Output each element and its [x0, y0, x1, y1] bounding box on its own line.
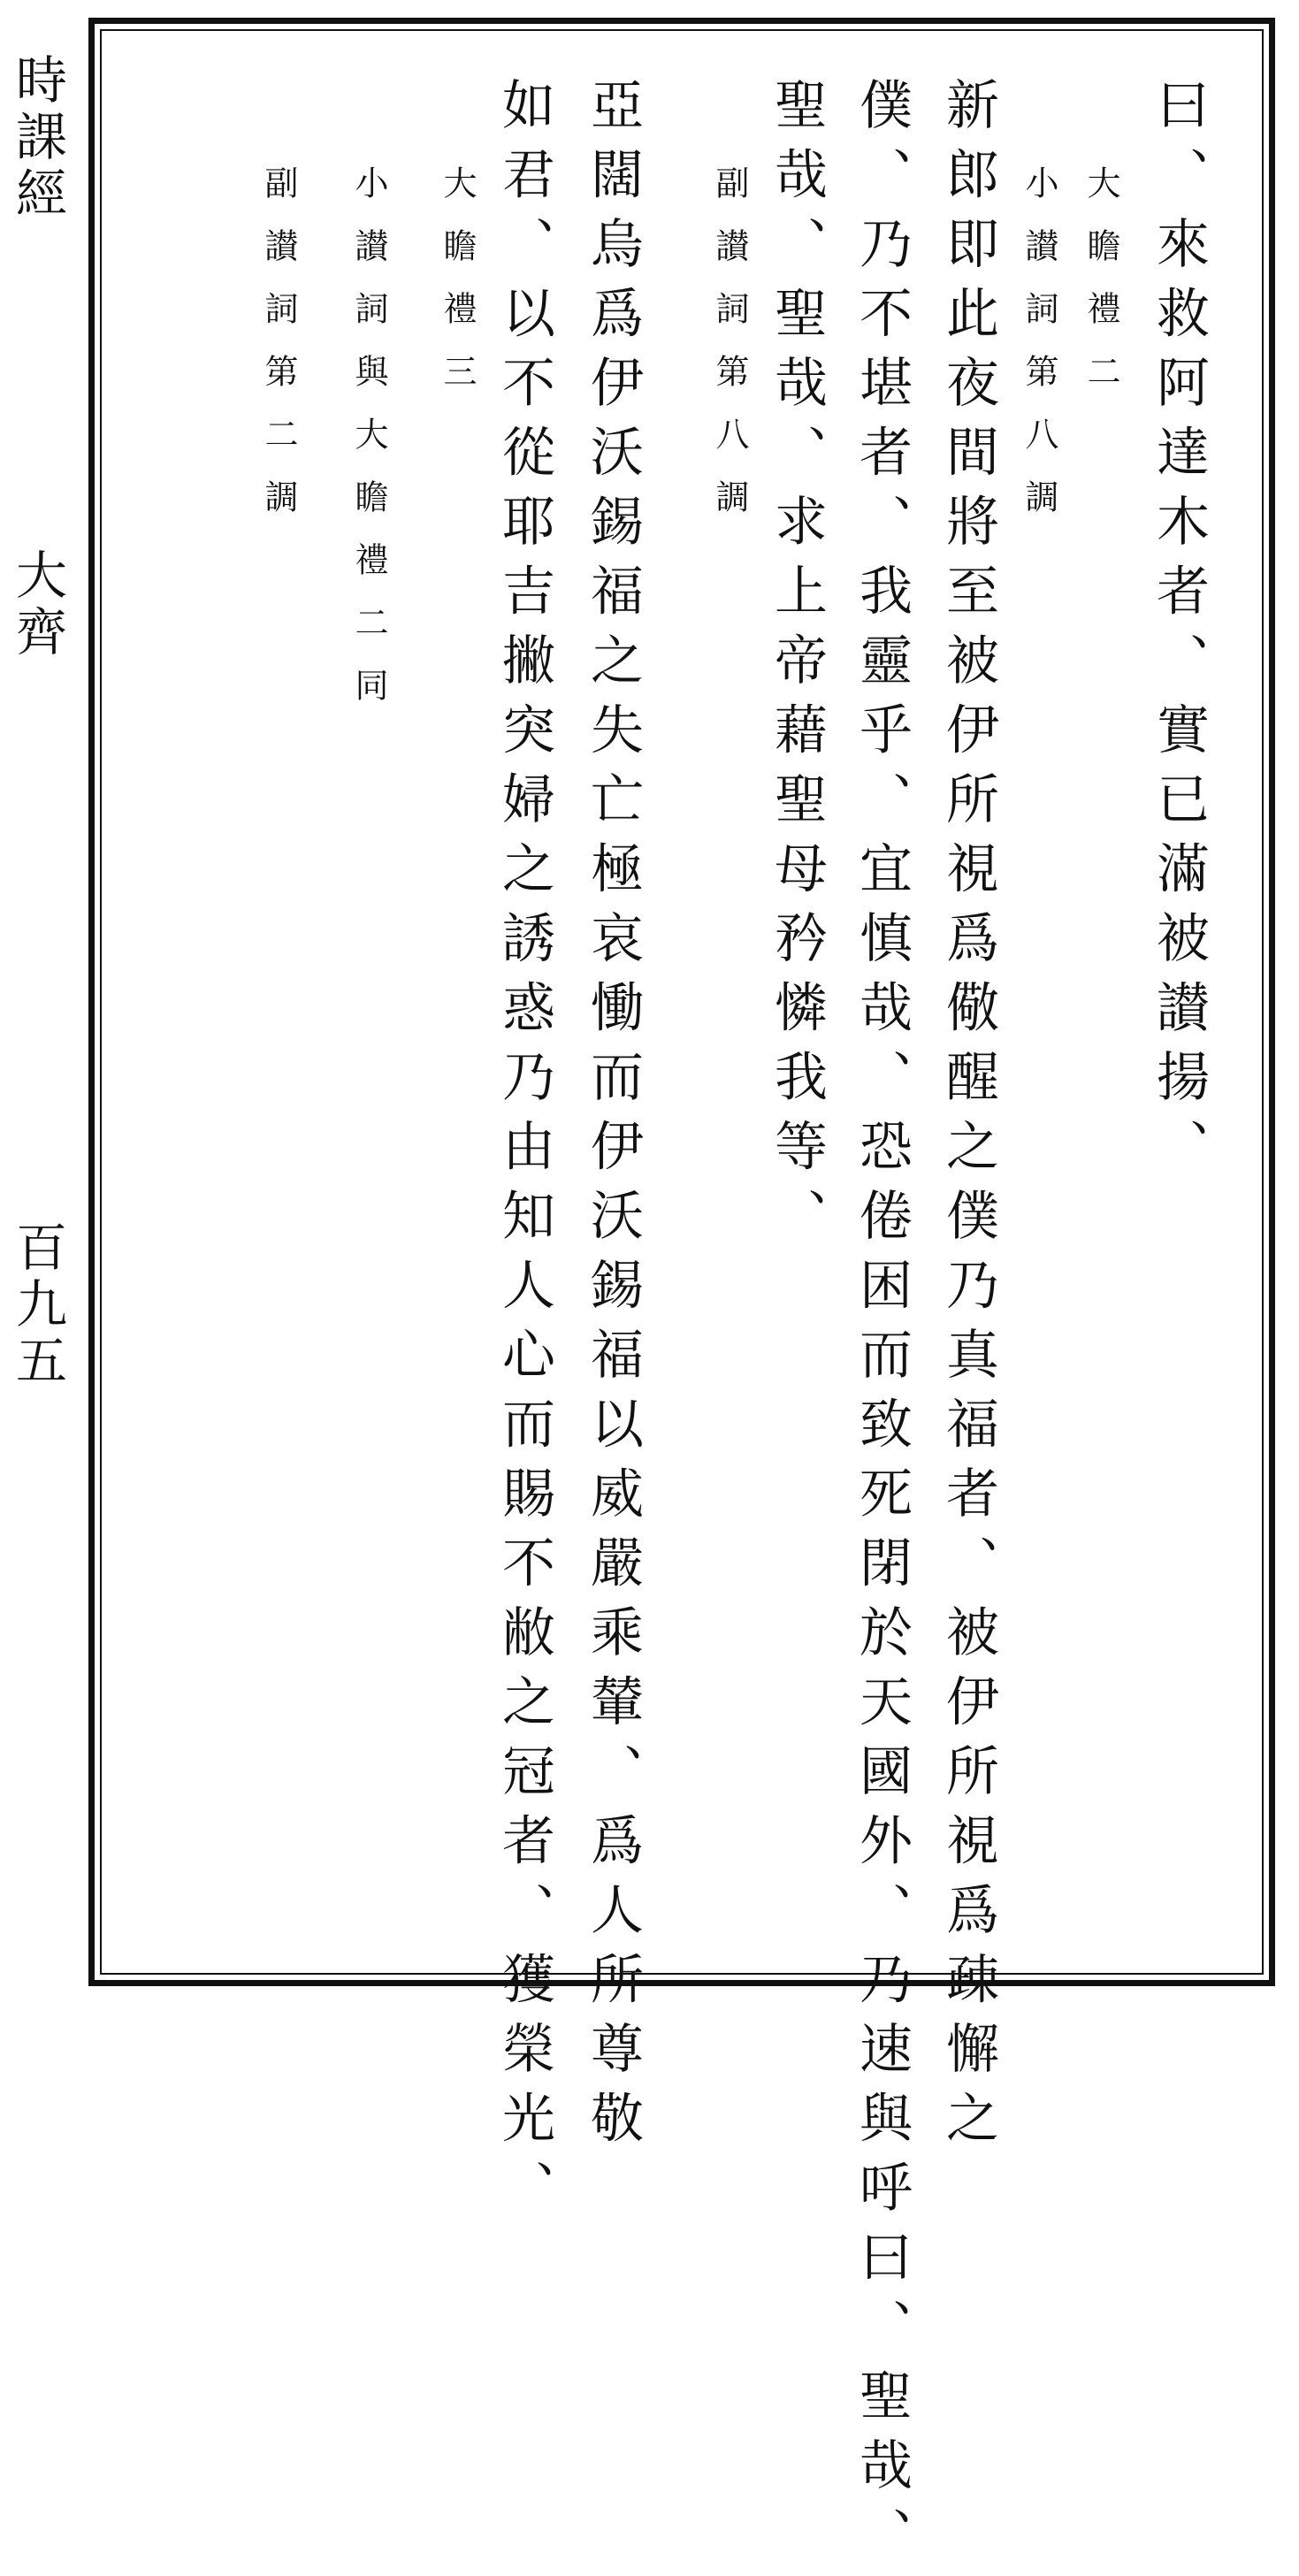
- page-number: 百九五: [7, 1220, 67, 1390]
- text-column-5: 僕、乃不堪者、我靈乎、宜慎哉、恐倦困而致死閉於天國外、乃速與呼曰、聖哉、: [851, 77, 913, 2576]
- text-column-8: 亞闊烏爲伊沃錫福之失亡極哀慟而伊沃錫福以威嚴乘輦、爲人所尊敬: [582, 77, 644, 2159]
- running-title: 時課經: [7, 53, 67, 223]
- text-column-9: 如君、以不從耶吉撇突婦之誘惑乃由知人心而賜不敝之冠者、獲榮光、: [493, 77, 555, 2229]
- page-margin: [9, 53, 65, 1963]
- page-frame: [88, 18, 1275, 2576]
- heading-column-3: 小讃詞第八調: [1020, 165, 1058, 542]
- text-column-4: 新郎即此夜間將至被伊所視爲儆醒之僕乃真福者、被伊所視爲疎懈之: [937, 77, 999, 2159]
- heading-column-10: 大瞻禮三: [438, 165, 477, 417]
- heading-column-12: 副讃詞第二調: [259, 165, 298, 542]
- section-label: 大齊: [7, 548, 67, 661]
- heading-column-11: 小讃詞與大瞻禮二同: [349, 165, 388, 730]
- text-column-1: 曰、來救阿達木者、實已滿被讃揚、: [1148, 77, 1210, 1188]
- heading-column-2: 大瞻禮二: [1081, 165, 1120, 417]
- text-column-6: 聖哉、聖哉、求上帝藉聖母矜憐我等、: [766, 77, 828, 1257]
- heading-column-7: 副讃詞第八調: [710, 165, 749, 542]
